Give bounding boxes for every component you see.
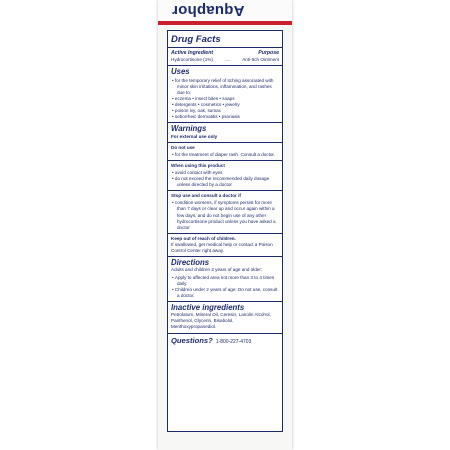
directions-heading: Directions — [171, 257, 210, 267]
list-item: • eczema • insect bites • soaps — [171, 96, 279, 102]
external-use-note: For external use only — [171, 133, 218, 139]
keep-out-text: If swallowed, get medical help or contact a Poison Control Center right away. — [171, 241, 273, 253]
inactive-heading: Inactive ingredients — [171, 302, 245, 312]
do-not-use-section — [168, 142, 282, 160]
active-ingredient-section: Active Ingredient Purpose Hydrocortisone (1%) ..... Anti-Itch Ointment — [168, 47, 282, 65]
when-using-heading: When using this product — [171, 163, 225, 169]
list-item: • do not exceed the recommended daily dosage unless directed by a doctor — [171, 176, 279, 188]
list-item: • poison ivy, oak, sumac — [171, 108, 279, 114]
questions-phone: 1-800-227-4703 — [215, 338, 252, 345]
active-ingredient-header: Active Ingredient — [171, 50, 214, 57]
warnings-heading: Warnings — [171, 124, 207, 134]
questions-label: Questions? — [171, 335, 213, 345]
uses-intro: • for the temporary relief of itching associated with minor skin irritations, inflammation, and rashes due to: — [171, 78, 279, 96]
list-item: • seborrheic dermatitis • psoriasis — [171, 114, 279, 120]
drug-facts-panel — [167, 30, 283, 432]
questions-section — [168, 333, 282, 348]
brand-red-strip — [158, 21, 292, 25]
purpose-header: Purpose — [258, 50, 279, 57]
directions-section — [168, 256, 282, 301]
list-item: • Children under 2 years of age: Do not use, consult a doctor. — [171, 287, 279, 299]
list-item: • Apply to affected area not more than 3 to 4 times daily. — [171, 275, 279, 287]
uses-section — [168, 65, 282, 122]
stop-use-section — [168, 190, 282, 232]
box-top-flap — [158, 0, 292, 26]
drug-facts-header — [168, 31, 282, 47]
directions-intro: Adults and children 2 years of age and older: — [171, 267, 263, 273]
uses-heading: Uses — [171, 67, 190, 77]
list-item: • condition worsens, if symptoms persist for more than 7 days or clear up and occur again within a few days, and do not begin use of any other hydrocortisone product unless you have asked a doctor — [171, 200, 279, 230]
inactive-text: Petrolatum, Mineral Oil, Ceresin, Lanolin Alcohol, Panthenol, Glycerin, Bisabolol, Menthoxypropanediol. — [171, 312, 271, 330]
purpose-value: Anti-Itch Ointment — [242, 57, 279, 63]
drug-facts-title: Drug Facts — [171, 34, 221, 45]
keep-out-section — [168, 233, 282, 256]
list-item: • for the treatment of diaper rash. Consult a doctor. — [171, 152, 279, 158]
keep-out-heading: Keep out of reach of children. — [171, 235, 236, 241]
do-not-use-heading: Do not use — [171, 144, 195, 150]
inactive-section — [168, 301, 282, 333]
list-item: • avoid contact with eyes — [171, 170, 279, 176]
when-using-section — [168, 160, 282, 190]
brand-name: Aquaphor — [172, 2, 245, 19]
warnings-section — [168, 122, 282, 142]
stop-use-heading: Stop use and consult a doctor if — [171, 193, 241, 199]
list-item: • detergents • cosmetics • jewelry — [171, 102, 279, 108]
active-ingredient: Hydrocortisone (1%) — [171, 57, 213, 63]
